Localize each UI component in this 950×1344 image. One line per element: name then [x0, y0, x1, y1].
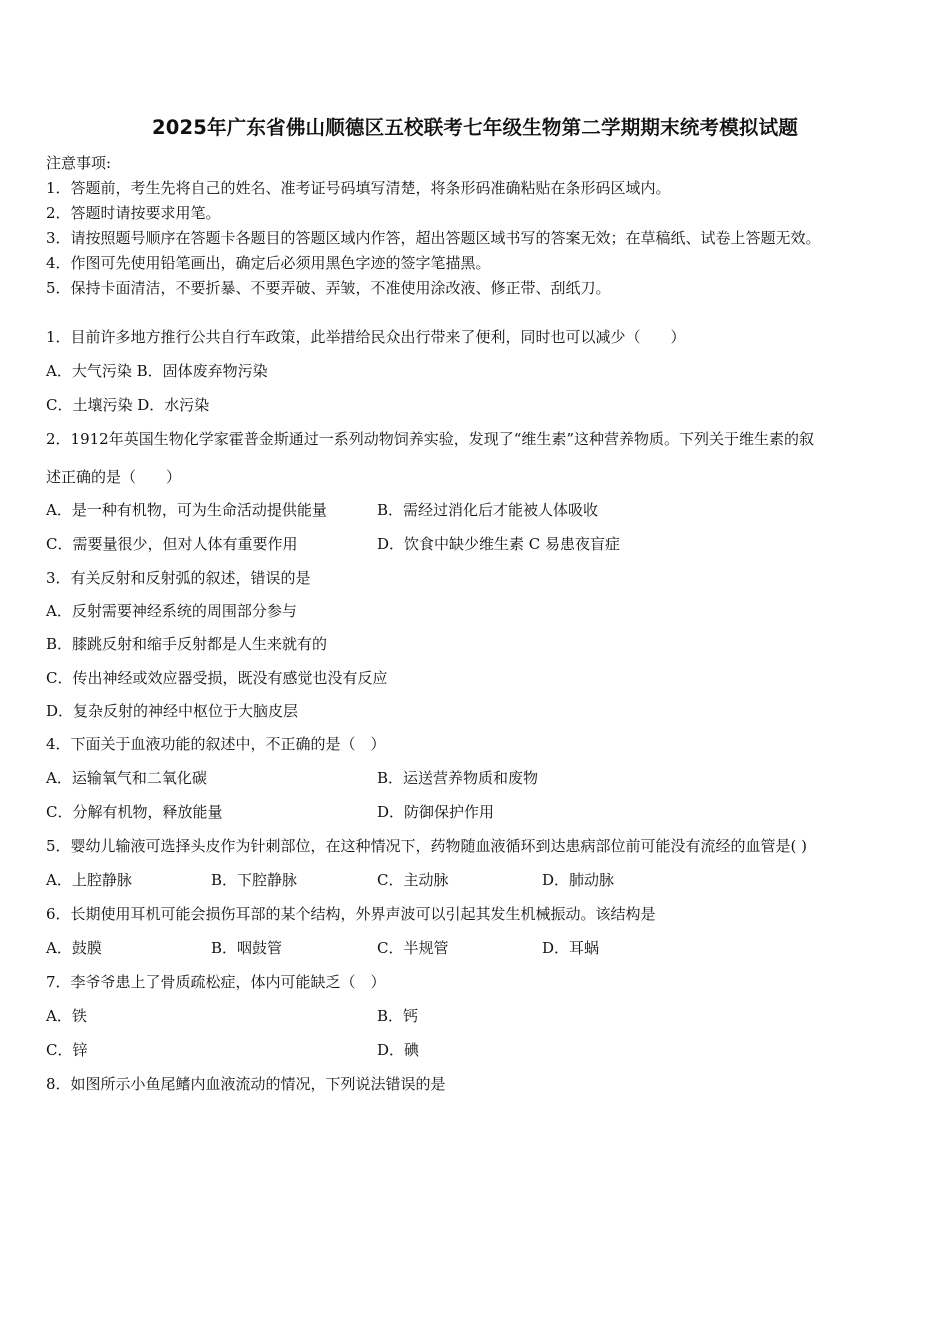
question-2-option-a: A．是一种有机物，可为生命活动提供能量 [46, 501, 327, 519]
question-7-option-c: C．锌 [46, 1041, 88, 1059]
question-6-stem: 6．长期使用耳机可能会损伤耳部的某个结构，外界声波可以引起其发生机械振动。该结构是 [46, 905, 656, 923]
notice-heading: 注意事项: [46, 154, 112, 172]
exam-title: 2025年广东省佛山顺德区五校联考七年级生物第二学期期末统考模拟试题 [151, 116, 799, 139]
question-7-option-d: D．碘 [377, 1041, 420, 1059]
question-6-option-c: C．半规管 [377, 939, 449, 957]
notice-item: 4．作图可先使用铅笔画出，确定后必须用黑色字迹的签字笔描黑。 [46, 254, 491, 272]
question-5-option-d: D．肺动脉 [542, 871, 615, 889]
question-4-option-d: D．防御保护作用 [377, 803, 495, 821]
question-1-options-row: C．土壤污染 D．水污染 [46, 396, 210, 414]
question-3-option-d: D．复杂反射的神经中枢位于大脑皮层 [46, 702, 299, 720]
question-2-option-c: C．需要量很少，但对人体有重要作用 [46, 535, 298, 553]
question-6-option-d: D．耳蜗 [542, 939, 600, 957]
notice-item: 2．答题时请按要求用笔。 [46, 204, 221, 222]
question-2-stem: 2．1912年英国生物化学家霍普金斯通过一系列动物饲养实验，发现了“维生素”这种营养物质。下列关于维生素的叙 [46, 430, 815, 448]
question-5-stem: 5．婴幼儿输液可选择头皮作为针刺部位，在这种情况下，药物随血液循环到达患病部位前可能没有流经的血管是( ) [46, 837, 808, 855]
question-1-stem: 1．目前许多地方推行公共自行车政策，此举措给民众出行带来了便利，同时也可以减少（ ） [46, 328, 686, 346]
question-3-stem: 3．有关反射和反射弧的叙述，错误的是 [46, 569, 311, 587]
question-8-stem: 8．如图所示小鱼尾鳍内血液流动的情况，下列说法错误的是 [46, 1075, 446, 1093]
question-7-stem: 7．李爷爷患上了骨质疏松症，体内可能缺乏（ ） [46, 973, 386, 991]
question-2-option-b: B．需经过消化后才能被人体吸收 [377, 501, 599, 519]
question-5-option-a: A．上腔静脉 [46, 871, 132, 889]
question-7-option-b: B．钙 [377, 1007, 419, 1025]
question-5-option-c: C．主动脉 [377, 871, 449, 889]
question-2-stem-cont: 述正确的是（ ） [46, 468, 182, 486]
question-1-options-row: A．大气污染 B．固体废弃物污染 [46, 362, 268, 380]
notice-item: 1．答题前，考生先将自己的姓名、准考证号码填写清楚，将条形码准确粘贴在条形码区域内。 [46, 179, 671, 197]
notice-item: 5．保持卡面清洁，不要折暴、不要弄破、弄皱，不准使用涂改液、修正带、刮纸刀。 [46, 279, 611, 297]
question-3-option-c: C．传出神经或效应器受损，既没有感觉也没有反应 [46, 669, 388, 687]
question-4-option-b: B．运送营养物质和废物 [377, 769, 539, 787]
notice-item: 3．请按照题号顺序在答题卡各题目的答题区域内作答，超出答题区域书写的答案无效；在草稿纸、试卷上答题无效。 [46, 229, 821, 247]
question-3-option-a: A．反射需要神经系统的周围部分参与 [46, 602, 297, 620]
question-2-option-d: D．饮食中缺少维生素 C 易患夜盲症 [377, 535, 621, 553]
question-6-option-b: B．咽鼓管 [211, 939, 283, 957]
question-4-option-a: A．运输氧气和二氧化碳 [46, 769, 207, 787]
question-4-option-c: C．分解有机物，释放能量 [46, 803, 223, 821]
question-3-option-b: B．膝跳反射和缩手反射都是人生来就有的 [46, 635, 328, 653]
question-6-option-a: A．鼓膜 [46, 939, 102, 957]
question-4-stem: 4．下面关于血液功能的叙述中，不正确的是（ ） [46, 735, 386, 753]
question-7-option-a: A．铁 [46, 1007, 87, 1025]
question-5-option-b: B．下腔静脉 [211, 871, 298, 889]
